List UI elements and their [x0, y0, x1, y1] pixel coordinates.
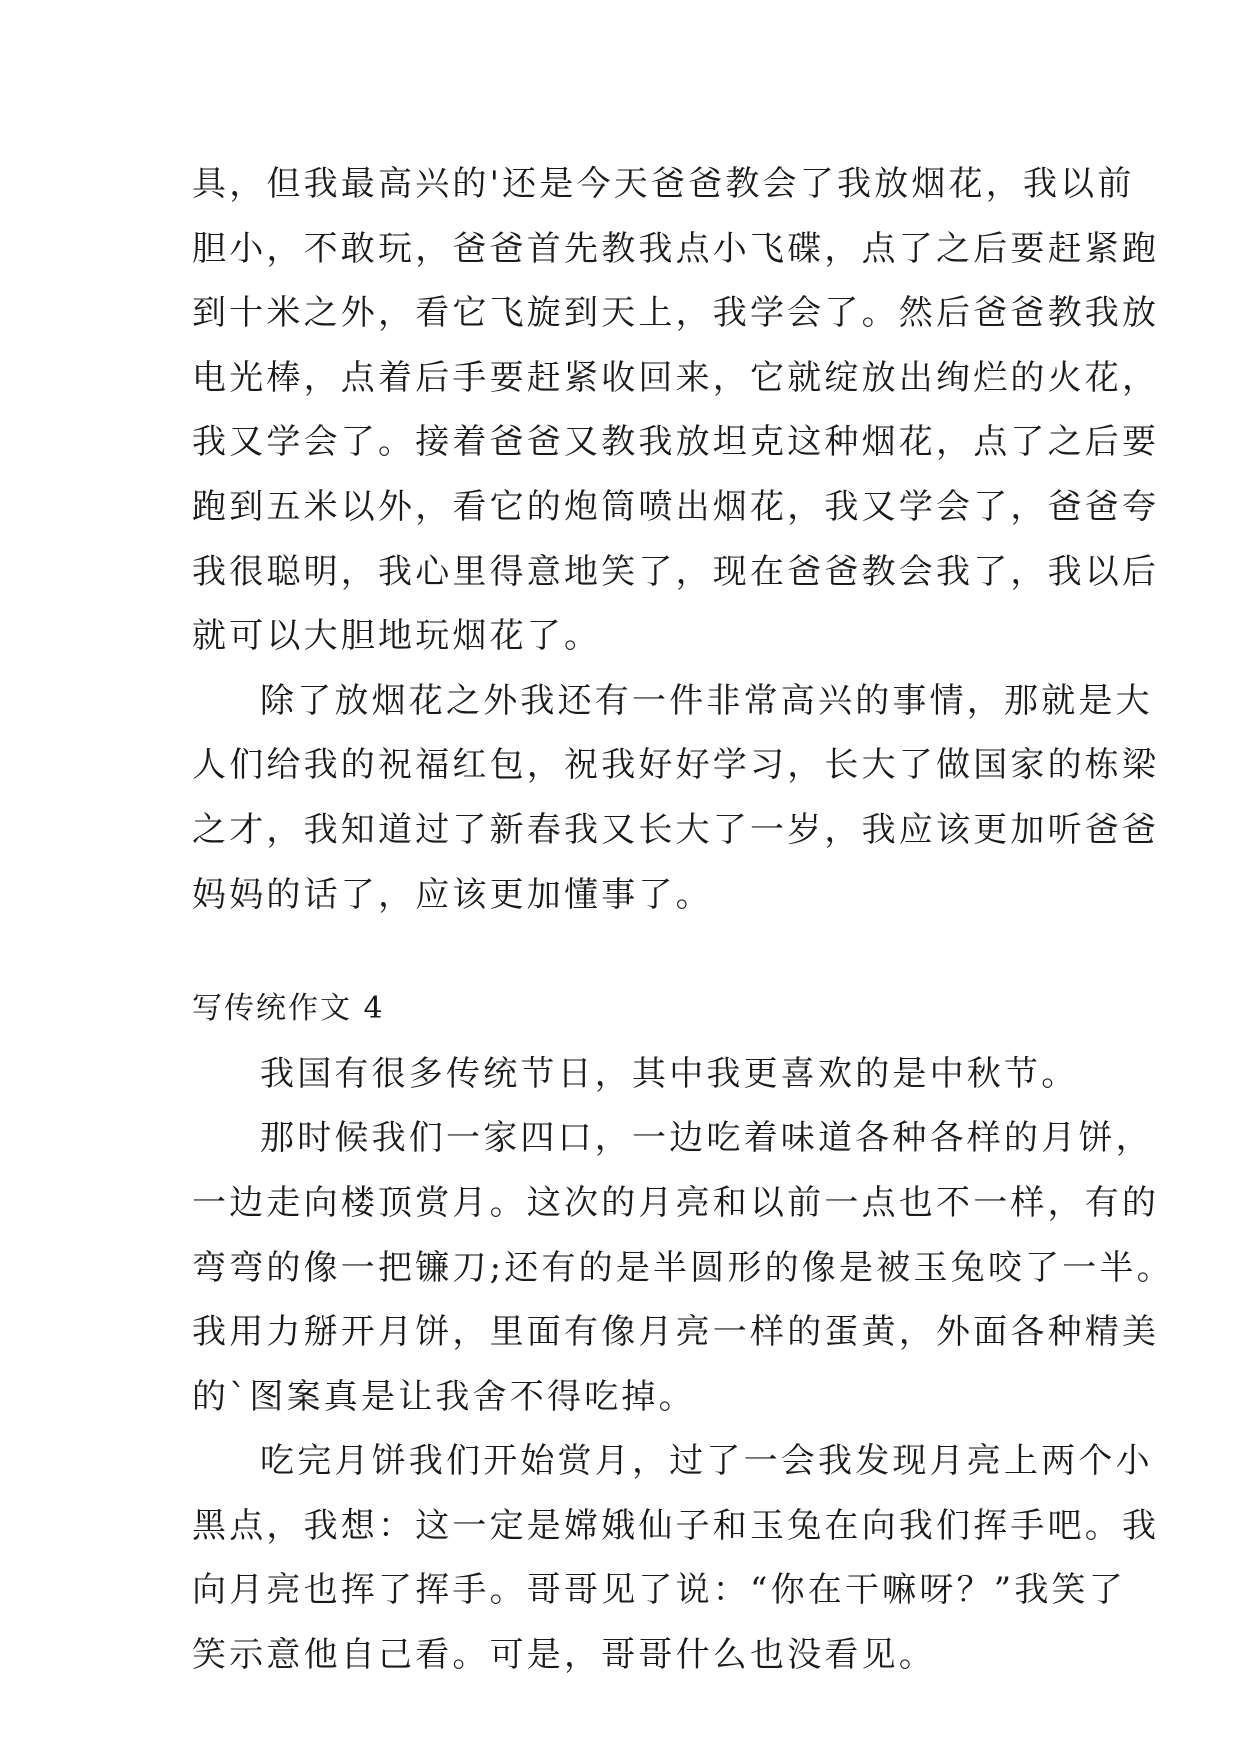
text-line: 妈妈的话了，应该更加懂事了。 — [192, 874, 713, 915]
text-line: 就可以大胆地玩烟花了。 — [192, 616, 602, 657]
paragraph-mooncake — [192, 1106, 1174, 1429]
text-line: 我国有很多传统节日，其中我更喜欢的是中秋节。 — [260, 1053, 1079, 1094]
text-line: 弯弯的像一把镰刀;还有的是半圆形的像是被玉兔咬了一半。 — [192, 1247, 1174, 1288]
text-line: 那时候我们一家四口，一边吃着味道各种各样的月饼， — [260, 1118, 1153, 1159]
text-line: 胆小，不敢玩，爸爸首先教我点小飞碟，点了之后要赶紧跑 — [192, 228, 1160, 269]
text-line: 我又学会了。接着爸爸又教我放坦克这种烟花，点了之后要 — [192, 422, 1160, 463]
document-page — [192, 152, 1174, 1688]
text-line: 跑到五米以外，看它的炮筒喷出烟花，我又学会了，爸爸夸 — [192, 486, 1160, 527]
text-line: 人们给我的祝福红包，祝我好好学习，长大了做国家的栋梁 — [192, 745, 1160, 786]
paragraph-moon-watching — [192, 1429, 1160, 1687]
section-title: 写传统作文 4 — [192, 991, 385, 1027]
text-line: 黑点，我想：这一定是嫦娥仙子和玉兔在向我们挥手吧。我 — [192, 1505, 1160, 1546]
paragraph-intro — [192, 1042, 1079, 1107]
text-line: 吃完月饼我们开始赏月，过了一会我发现月亮上两个小 — [260, 1441, 1153, 1482]
text-line: 我很聪明，我心里得意地笑了，现在爸爸教会我了，我以后 — [192, 551, 1160, 592]
text-line: 笑示意他自己看。可是，哥哥什么也没看见。 — [192, 1635, 936, 1676]
text-line: 到十米之外，看它飞旋到天上，我学会了。然后爸爸教我放 — [192, 293, 1160, 334]
text-line: 向月亮也挥了挥手。哥哥见了说：“你在干嘛呀？”我笑了 — [192, 1570, 1126, 1611]
text-line: 除了放烟花之外我还有一件非常高兴的事情，那就是大 — [260, 680, 1153, 721]
text-line: 具，但我最高兴的'还是今天爸爸教会了我放烟花，我以前 — [192, 164, 1135, 204]
text-line: 我用力掰开月饼，里面有像月亮一样的蛋黄，外面各种精美 — [192, 1312, 1160, 1353]
paragraph-fireworks — [192, 152, 1160, 669]
text-line: 之才，我知道过了新春我又长大了一岁，我应该更加听爸爸 — [192, 809, 1160, 850]
section-spacer — [192, 927, 1052, 977]
text-line: 的`图案真是让我舍不得吃掉。 — [192, 1376, 696, 1417]
paragraph-red-envelope — [192, 669, 1160, 927]
text-line: 电光棒，点着后手要赶紧收回来，它就绽放出绚烂的火花， — [192, 357, 1160, 398]
text-line: 一边走向楼顶赏月。这次的月亮和以前一点也不一样，有的 — [192, 1182, 1160, 1223]
